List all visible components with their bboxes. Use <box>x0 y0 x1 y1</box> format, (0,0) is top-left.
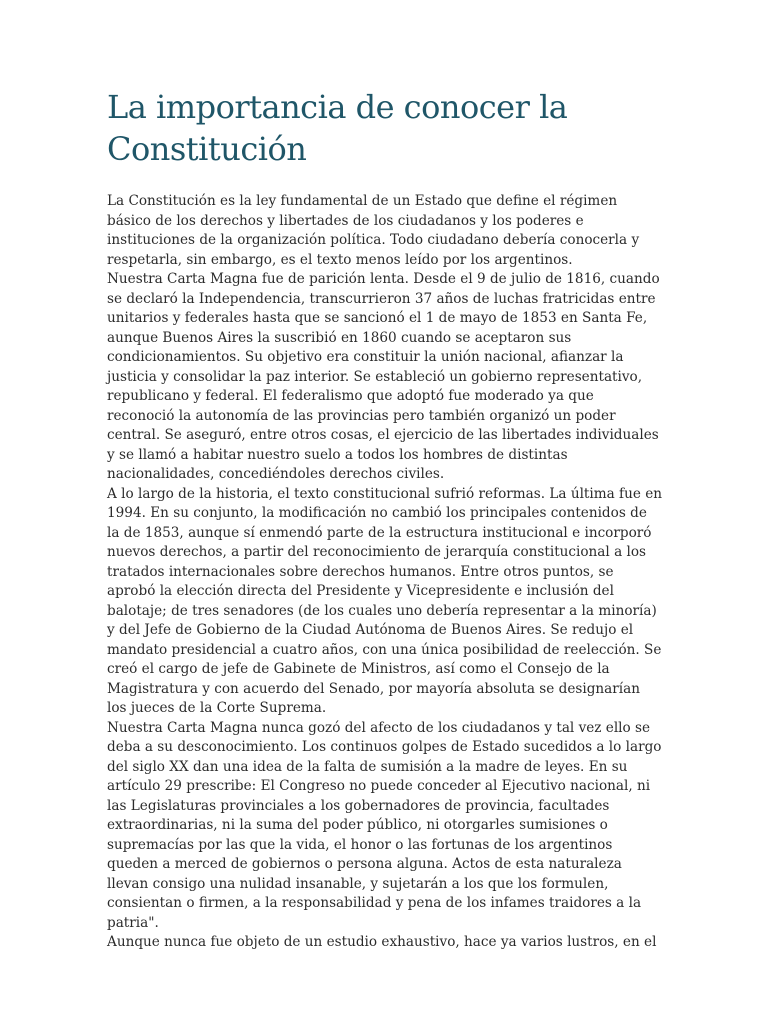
paragraph-3: A lo largo de la historia, el texto constitucional sufrió reformas. La última fue en 1994. En su conjunto, la modificación no cambió los principales contenidos de la de 1853, aunque sí enmendó parte de la estructura institucional e incorporó nuevos derechos, a partir del reconocimiento de jerarquía constitucional a los tratados internacionales sobre derechos humanos. Entre otros puntos, se aprobó la elección directa del Presidente y Vicepresidente e inclusión del balotaje; de tres senadores (de los cuales uno debería representar a la minoría) y del Jefe de Gobierno de la Ciudad Autónoma de Buenos Aires. Se redujo el mandato presidencial a cuatro años, con una única posibilidad de reelección. Se creó el cargo de jefe de Gabinete de Ministros, así como el Consejo de la Magistratura y con acuerdo del Senado, por mayoría absoluta se designarían los jueces de la Corte Suprema. <box>107 485 663 716</box>
document-title: La importancia de conocer la Constitución <box>107 88 568 168</box>
paragraph-5: Aunque nunca fue objeto de un estudio exhaustivo, hace ya varios lustros, en el <box>107 934 657 950</box>
paragraph-1: La Constitución es la ley fundamental de un Estado que define el régimen básico de los derechos y libertades de los ciudadanos y los poderes e instituciones de la organización política. Todo ciudadano debería conocerla y respetarla, sin embargo, es el texto menos leído por los argentinos. <box>107 193 640 268</box>
paragraph-4: Nuestra Carta Magna nunca gozó del afecto de los ciudadanos y tal vez ello se deba a su desconocimiento. Los continuos golpes de Estado sucedidos a lo largo del siglo XX dan una idea de la falta de sumisión a la madre de leyes. En su artículo 29 prescribe: El Congreso no puede conceder al Ejecutivo nacional, ni las Legislaturas provinciales a los gobernadores de provincia, facultades extraordinarias, ni la suma del poder público, ni otorgarles sumisiones o supremacías por las que la vida, el honor o las fortunas de los argentinos queden a merced de gobiernos o persona alguna. Actos de esta naturaleza llevan consigo una nulidad insanable, y sujetarán a los que los formulen, consientan o firmen, a la responsabilidad y pena de los infames traidores a la patria". <box>107 719 662 931</box>
document-page <box>107 86 663 953</box>
paragraph-2: Nuestra Carta Magna fue de parición lenta. Desde el 9 de julio de 1816, cuando se declaró la Independencia, transcurrieron 37 años de luchas fratricidas entre unitarios y federales hasta que se sancionó el 1 de mayo de 1853 en Santa Fe, aunque Buenos Aires la suscribió en 1860 cuando se aceptaron sus condicionamientos. Su objetivo era constituir la unión nacional, afianzar la justicia y consolidar la paz interior. Se estableció un gobierno representativo, republicano y federal. El federalismo que adoptó fue moderado ya que reconoció la autonomía de las provincias pero también organizó un poder central. Se aseguró, entre otros cosas, el ejercicio de las libertades individuales y se llamó a habitar nuestro suelo a todos los hombres de distintas nacionalidades, concediéndoles derechos civiles. <box>107 271 660 482</box>
